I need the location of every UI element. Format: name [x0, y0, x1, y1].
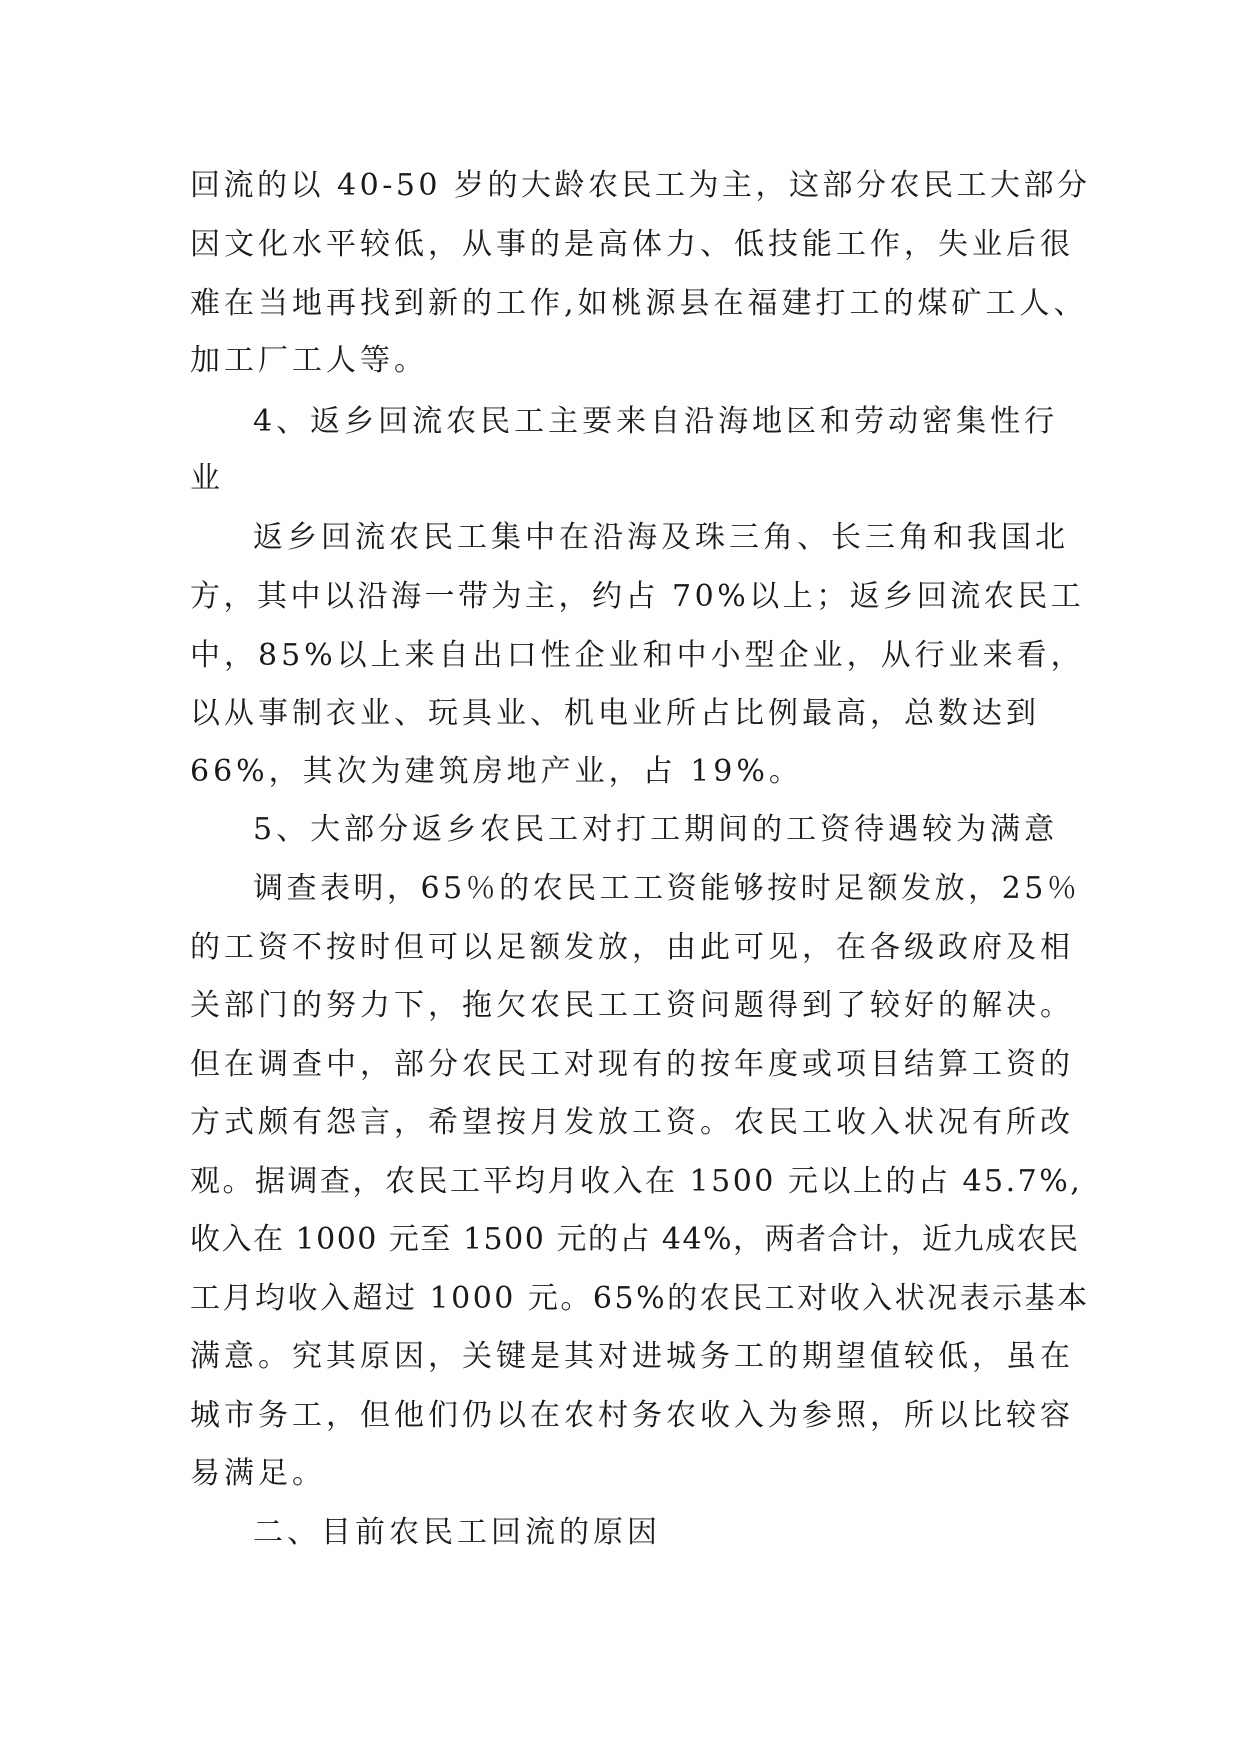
- text-line: 的工资不按时但可以足额发放，由此可见，在各级政府及相: [190, 930, 1074, 965]
- text-line: 返乡回流农民工集中在沿海及珠三角、长三角和我国北: [253, 520, 1069, 555]
- section-heading: 4、返乡回流农民工主要来自沿海地区和劳动密集性行: [253, 404, 1059, 439]
- text-line: 方式颇有怨言，希望按月发放工资。农民工收入状况有所改: [190, 1105, 1074, 1140]
- text-line: 城市务工，但他们仍以在农村务农收入为参照，所以比较容: [190, 1398, 1074, 1433]
- section-heading-continuation: 业: [190, 461, 224, 496]
- text-line: 观。据调查，农民工平均月收入在 1500 元以上的占 45.7%,: [190, 1164, 1083, 1199]
- text-line: 以从事制衣业、玩具业、机电业所占比例最高，总数达到: [190, 696, 1040, 731]
- text-line: 难在当地再找到新的工作,如桃源县在福建打工的煤矿工人、: [190, 286, 1088, 321]
- text-line: 关部门的努力下，拖欠农民工工资问题得到了较好的解决。: [190, 988, 1074, 1023]
- text-line: 易满足。: [190, 1456, 326, 1491]
- text-line: 加工厂工人等。: [190, 343, 428, 378]
- section-heading: 5、大部分返乡农民工对打工期间的工资待遇较为满意: [253, 812, 1059, 847]
- text-line: 但在调查中，部分农民工对现有的按年度或项目结算工资的: [190, 1047, 1074, 1082]
- text-line: 中，85%以上来自出口性企业和中小型企业，从行业来看，: [190, 638, 1085, 673]
- text-line: 方，其中以沿海一带为主，约占 70%以上；返乡回流农民工: [190, 579, 1085, 614]
- text-line: 工月均收入超过 1000 元。65%的农民工对收入状况表示基本: [190, 1281, 1090, 1316]
- text-line: 满意。究其原因，关键是其对进城务工的期望值较低，虽在: [190, 1339, 1074, 1374]
- text-line: 回流的以 40-50 岁的大龄农民工为主，这部分农民工大部分: [190, 168, 1091, 203]
- text-line: 收入在 1000 元至 1500 元的占 44%，两者合计，近九成农民: [190, 1222, 1080, 1257]
- text-line: 调查表明，65％的农民工工资能够按时足额发放，25％: [253, 871, 1081, 906]
- section-heading: 二、目前农民工回流的原因: [253, 1515, 661, 1550]
- text-line: 因文化水平较低，从事的是高体力、低技能工作，失业后很: [190, 227, 1074, 262]
- text-line: 66%，其次为建筑房地产业，占 19%。: [190, 754, 803, 789]
